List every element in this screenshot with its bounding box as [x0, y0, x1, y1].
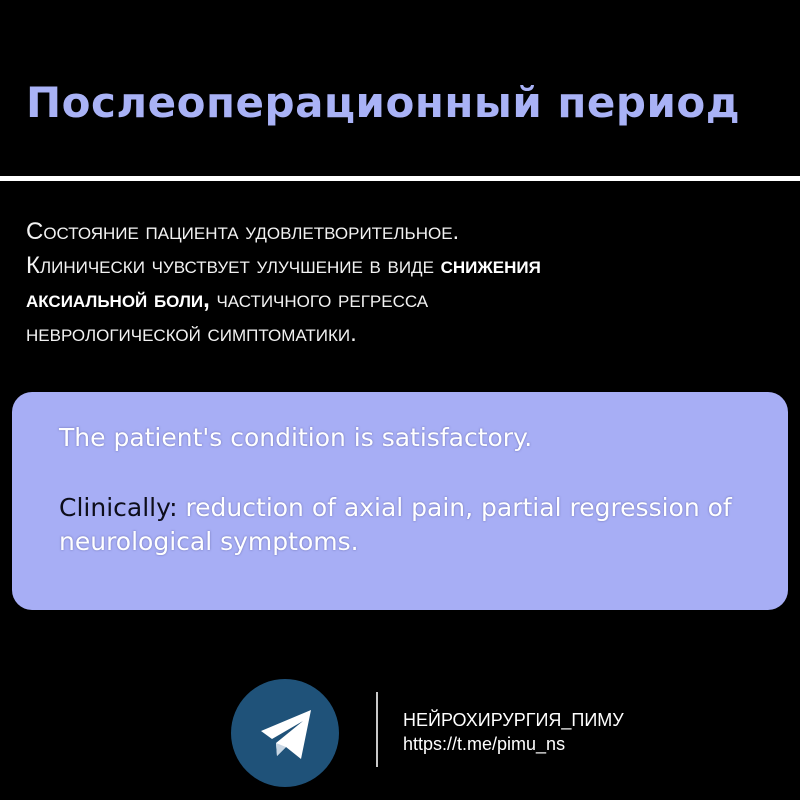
page-title: Послеоперационный период: [26, 78, 741, 127]
intro-line-3: [26, 283, 776, 317]
clinically-label: Clinically:: [59, 493, 178, 522]
intro-emphasis-2: аксиальной боли,: [26, 286, 210, 313]
card-text: [59, 421, 789, 559]
intro-line-3-text: частичного регресса: [209, 286, 429, 313]
intro-line-2-text: Клинически чувствует улучшение в виде: [26, 252, 441, 279]
telegram-icon: [231, 679, 339, 787]
intro-emphasis-1: снижения: [440, 252, 541, 279]
telegram-logo[interactable]: [231, 679, 339, 787]
intro-line-4: неврологической симптоматики.: [26, 320, 357, 347]
clinically-line-2: neurological symptoms.: [59, 527, 359, 556]
condition-text: The patient's condition is satisfactory.: [59, 423, 533, 452]
channel-info: [403, 708, 624, 756]
intro-text: [26, 215, 776, 351]
channel-name: НЕЙРОХИРУРГИЯ_ПИМУ: [403, 710, 624, 730]
intro-line-1: Состояние пациента удовлетворительное.: [26, 218, 460, 245]
channel-link[interactable]: https://t.me/pimu_ns: [403, 734, 566, 754]
english-summary-card: [12, 392, 788, 610]
clinically-text: reduction of axial pain, partial regression of: [177, 493, 732, 522]
footer-divider: [376, 692, 378, 767]
paragraph-gap: [59, 455, 789, 491]
intro-line-2: [26, 249, 776, 283]
title-divider: [0, 176, 800, 181]
clinically-line-1: [59, 491, 789, 525]
